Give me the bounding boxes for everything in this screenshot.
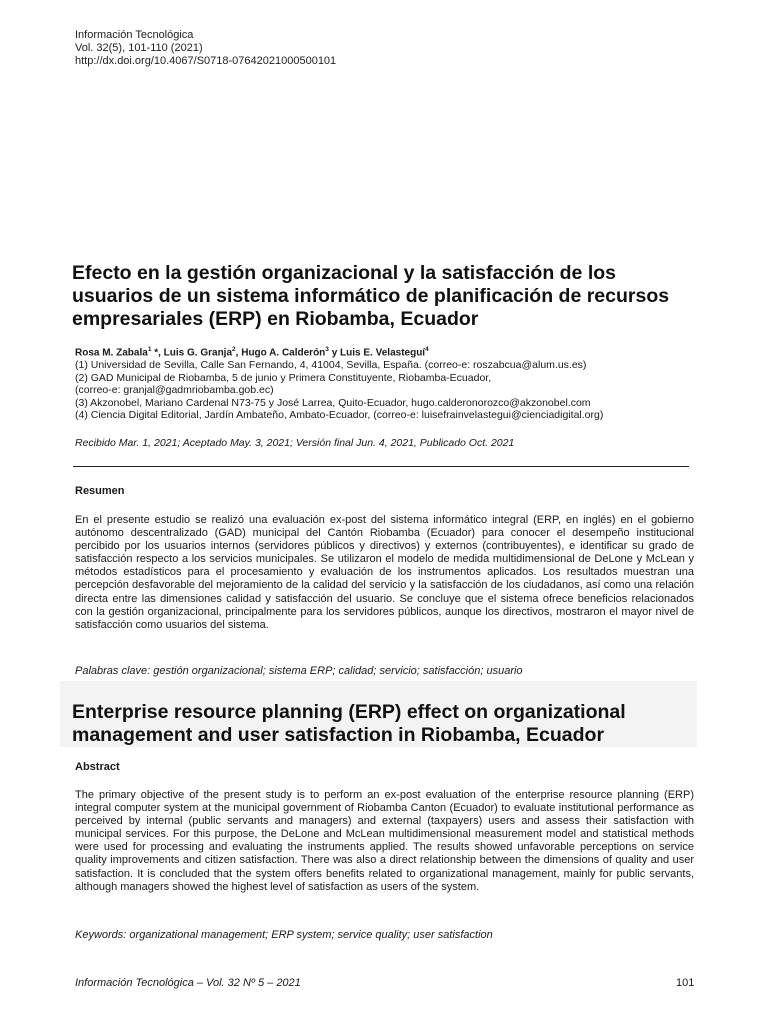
author-name: Hugo A. Calderón	[241, 347, 326, 359]
section-divider	[73, 466, 689, 467]
journal-header	[75, 29, 336, 68]
author-affiliation-mark: 4	[425, 346, 429, 353]
page-number: 101	[676, 977, 695, 989]
abstract-heading: Abstract	[75, 761, 120, 773]
author-affiliation-mark: 1	[147, 346, 152, 353]
article-title-en: Enterprise resource planning (ERP) effect on organizational management and user satisfaction in Riobamba, Ecuador	[72, 701, 626, 746]
affiliation-line: (2) GAD Municipal de Riobamba, 5 de junio y Primera Constituyente, Riobamba-Ecuador,	[75, 371, 492, 384]
footer-journal-info: Información Tecnológica – Vol. 32 Nº 5 – 2021	[75, 977, 301, 989]
affiliation-line: (1) Universidad de Sevilla, Calle San Fernando, 4, 41004, Sevilla, España. (correo-e: roszabcua@alum.us.es)	[75, 359, 587, 371]
author-separator: *,	[151, 347, 164, 359]
author-affiliation-mark: 2	[232, 346, 236, 353]
abstract-body: The primary objective of the present study is to perform an ex-post evaluation of the enterprise resource planning (ERP) integral computer system at the municipal government of Riobamba Canton (Ecuador) to evaluate institutional performance as perceived by internal (public servants and managers) and external (taxpayers) users and assess their satisfaction with municipal services. For this purpose, the DeLone and McLean multidimensional measurement model and statistical methods were used for processing and evaluating the instruments applied. The results showed unfavorable perceptions on service quality improvements and citizen satisfaction. There was also a direct relationship between the dimensions of quality and user satisfaction. It is concluded that the system offers benefits related to organizational management, mainly for public servants, although managers showed the highest level of satisfaction as users of the system.	[75, 789, 694, 893]
publication-dates: Recibido Mar. 1, 2021; Aceptado May. 3, 2021; Versión final Jun. 4, 2021, Publicado Oct. 2021	[75, 437, 515, 449]
author-list	[75, 346, 429, 358]
journal-volume: Vol. 32(5), 101-110 (2021)	[75, 42, 203, 54]
author-name: Luis E. Velasteguí	[340, 347, 426, 359]
author-name: Rosa M. Zabala	[75, 347, 148, 359]
author-separator: ,	[235, 347, 242, 359]
affiliation-line: (3) Akzonobel, Mariano Cardenal N73-75 y José Larrea, Quito-Ecuador, hugo.calderonorozco@akzonobel.com	[75, 396, 591, 409]
journal-name: Información Tecnológica	[75, 29, 194, 41]
author-separator: y	[328, 347, 341, 359]
journal-doi[interactable]: http://dx.doi.org/10.4067/S0718-07642021000500101	[75, 55, 337, 67]
author-name: Luis G. Granja	[163, 347, 233, 359]
affiliation-list	[75, 359, 603, 422]
article-title-es: Efecto en la gestión organizacional y la satisfacción de los usuarios de un sistema informático de planificación de recursos empresariales (ERP) en Riobamba, Ecuador	[72, 262, 670, 330]
abstract-keywords: Keywords: organizational management; ERP system; service quality; user satisfaction	[75, 929, 493, 941]
affiliation-line: (correo-e: granjal@gadmriobamba.gob.ec)	[75, 384, 274, 397]
resumen-body: En el presente estudio se realizó una evaluación ex-post del sistema informático integral (ERP, en inglés) en el gobierno autónomo descentralizado (GAD) municipal del Cantón Riobamba (Ecuador) para conocer el desempeño institucional percibido por los usuarios internos (servidores públicos y directivos) y externos (contribuyentes), e identificar su grado de satisfacción respecto a los servicios municipales. Se utilizaron el modelo de medida multidimensional de DeLone y McLean y métodos estadísticos para el procesamiento y evaluación de los instrumentos aplicados. Los resultados muestran una percepción desfavorable del mejoramiento de la calidad del servicio y la satisfacción de los ciudadanos, así como una relación directa entre las dimensiones calidad y satisfacción del usuario. Se concluye que el sistema ofrece beneficios relacionados con la gestión organizacional, principalmente para los servidores públicos, aunque los directivos, mostraron el mayor nivel de satisfacción como usuarios del sistema.	[75, 514, 694, 631]
resumen-keywords: Palabras clave: gestión organizacional; sistema ERP; calidad; servicio; satisfacción; usuario	[75, 665, 523, 677]
affiliation-line: (4) Ciencia Digital Editorial, Jardín Ambateño, Ambato-Ecuador, (correo-e: luisefrainvelastegui@cienciadigital.org)	[75, 409, 604, 422]
resumen-heading: Resumen	[75, 485, 125, 497]
author-affiliation-mark: 3	[325, 346, 329, 353]
